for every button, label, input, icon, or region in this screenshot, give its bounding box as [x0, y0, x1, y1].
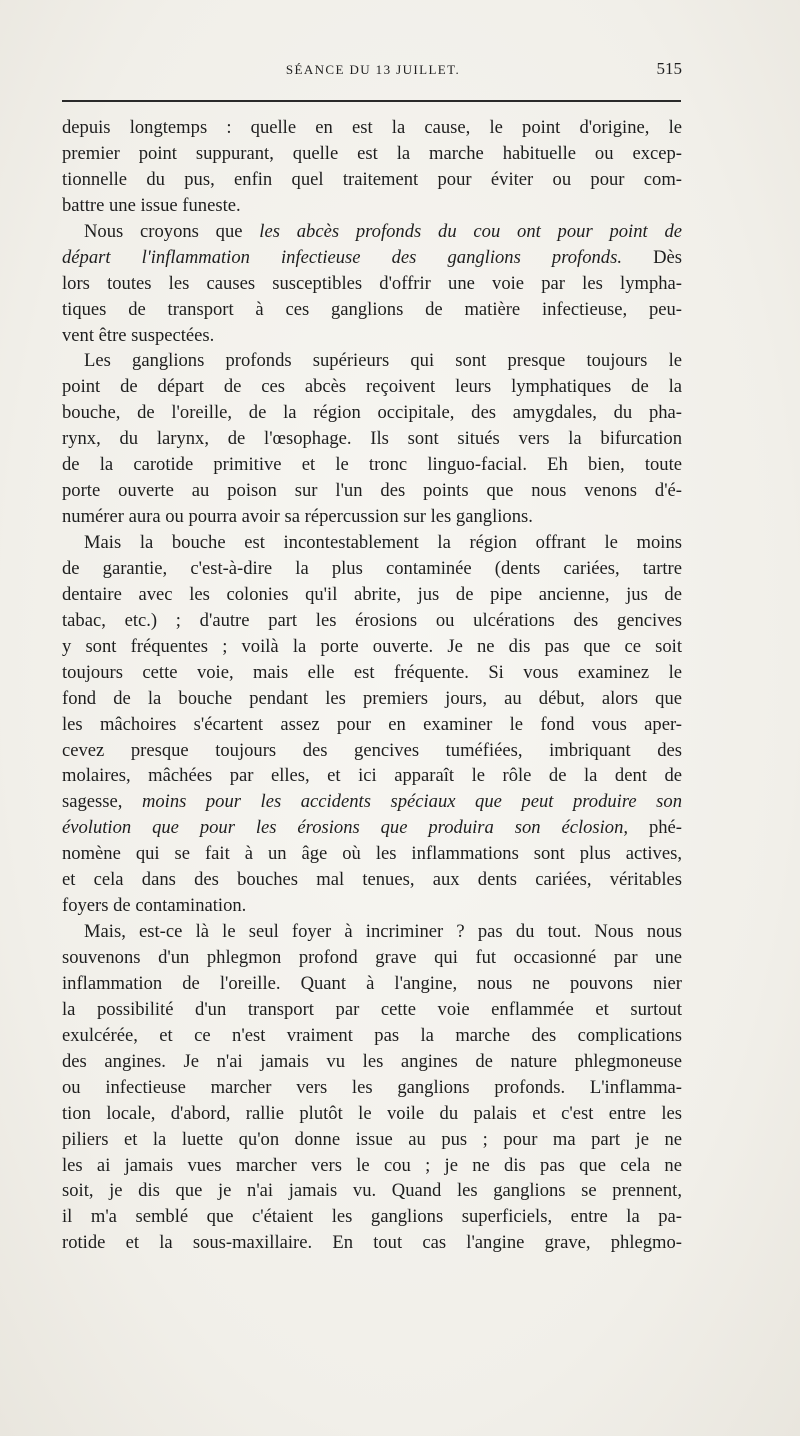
text-line	[62, 271, 682, 297]
text-line	[62, 452, 682, 478]
text-line	[62, 1101, 682, 1127]
text-line	[62, 167, 682, 193]
text-segment: dentaire avec les colonies qu'il abrite, jus de pipe ancienne, jus de	[62, 583, 682, 605]
text-segment: cevez presque toujours des gencives tuméfiées, imbriquant des	[62, 739, 682, 761]
italic-segment: évolution que pour les érosions que produira son éclosion,	[62, 817, 629, 839]
text-segment: Dès	[621, 246, 682, 268]
text-segment: phé-	[628, 817, 682, 839]
page-number: 515	[656, 59, 682, 78]
text-line	[62, 556, 682, 582]
text-line	[62, 504, 682, 530]
text-segment: nomène qui se fait à un âge où les inflammations sont plus actives,	[62, 843, 682, 865]
text-line	[62, 867, 682, 893]
text-segment: battre une issue funeste.	[62, 194, 241, 216]
text-segment: fond de la bouche pendant les premiers jours, au début, alors que	[62, 687, 682, 709]
text-segment: numérer aura ou pourra avoir sa répercussion sur les ganglions.	[62, 506, 533, 528]
text-line	[62, 789, 682, 815]
text-segment: rotide et la sous-maxillaire. En tout cas l'angine grave, phlegmo-	[62, 1232, 682, 1254]
text-line	[62, 115, 682, 141]
text-segment: rynx, du larynx, de l'œsophage. Ils sont situés vers la bifurcation	[62, 428, 682, 450]
text-segment: bouche, de l'oreille, de la région occipitale, des amygdales, du pha-	[62, 402, 682, 424]
text-segment: toujours cette voie, mais elle est fréquente. Si vous examinez le	[62, 661, 682, 683]
text-segment: souvenons d'un phlegmon profond grave qui fut occasionné par une	[62, 947, 682, 968]
text-segment: vent être suspectées.	[62, 324, 215, 346]
text-line	[62, 608, 682, 634]
text-line	[62, 478, 682, 504]
text-line	[62, 1178, 682, 1204]
italic-segment: les abcès profonds du cou ont pour point de	[259, 220, 682, 242]
text-line	[62, 919, 682, 945]
text-segment: la possibilité d'un transport par cette voie enflammée et surtout	[62, 998, 682, 1020]
text-segment: premier point suppurant, quelle est la marche habituelle ou excep-	[62, 142, 682, 164]
text-segment: des angines. Je n'ai jamais vu les angines de nature phlegmoneuse	[62, 1050, 682, 1072]
text-segment: lors toutes les causes susceptibles d'offrir une voie par les lympha-	[62, 272, 682, 294]
text-line	[62, 426, 682, 452]
text-line	[62, 297, 682, 323]
text-segment: tabac, etc.) ; d'autre part les érosions ou ulcérations des gencives	[62, 609, 682, 631]
text-segment: il m'a semblé que c'étaient les ganglions superficiels, entre la pa-	[62, 1206, 682, 1228]
running-head: SÉANCE DU 13 JUILLET.	[285, 62, 461, 77]
text-line	[62, 1230, 682, 1256]
text-line	[62, 660, 682, 686]
text-segment: et cela dans des bouches mal tenues, aux dents cariées, véritables	[62, 869, 682, 891]
text-segment: piliers et la luette qu'on donne issue au pus ; pour ma part je ne	[62, 1128, 682, 1150]
text-line	[62, 971, 682, 997]
text-line	[62, 945, 682, 971]
header-rule	[62, 100, 681, 102]
text-line	[62, 997, 682, 1023]
text-line	[62, 1023, 682, 1049]
text-line	[62, 219, 682, 245]
text-segment: Les ganglions profonds supérieurs qui sont presque toujours le	[84, 350, 682, 372]
text-line	[62, 193, 682, 219]
text-line	[62, 1127, 682, 1153]
text-line	[62, 1204, 682, 1230]
text-line	[62, 841, 682, 867]
text-line	[62, 530, 682, 556]
text-segment: foyers de contamination.	[62, 895, 247, 917]
text-segment: porte ouverte au poison sur l'un des points que nous venons d'é-	[62, 480, 682, 502]
italic-segment: moins pour les accidents spéciaux que peut produire son	[141, 791, 682, 813]
text-line	[62, 1049, 682, 1075]
text-line	[62, 1153, 682, 1179]
text-segment: exulcérée, et ce n'est vraiment pas la marche des complications	[62, 1024, 682, 1046]
text-segment: ou infectieuse marcher vers les ganglions profonds. L'inflamma-	[62, 1076, 682, 1098]
text-line	[62, 686, 682, 712]
text-line	[62, 348, 682, 374]
text-segment: Nous croyons que	[84, 220, 260, 242]
text-segment: inflammation de l'oreille. Quant à l'angine, nous ne pouvons nier	[62, 972, 682, 994]
text-segment: Mais, est-ce là le seul foyer à incriminer ? pas du tout. Nous nous	[84, 921, 682, 943]
text-line	[62, 763, 682, 789]
page-header	[62, 59, 684, 86]
text-segment: tionnelle du pus, enfin quel traitement pour éviter ou pour com-	[62, 168, 682, 190]
text-line	[62, 245, 682, 271]
text-line	[62, 400, 682, 426]
text-segment: depuis longtemps : quelle en est la cause, le point d'origine, le	[62, 117, 682, 138]
text-line	[62, 815, 682, 841]
text-segment: les ai jamais vues marcher vers le cou ; je ne dis pas que cela ne	[62, 1154, 682, 1176]
text-line	[62, 141, 682, 167]
text-segment: les mâchoires s'écartent assez pour en examiner le fond vous aper-	[62, 713, 682, 735]
text-line	[62, 738, 682, 764]
text-segment: de garantie, c'est-à-dire la plus contaminée (dents cariées, tartre	[62, 557, 682, 579]
text-segment: tiques de transport à ces ganglions de matière infectieuse, peu-	[62, 298, 682, 320]
text-segment: tion locale, d'abord, rallie plutôt le voile du palais et c'est entre les	[62, 1102, 682, 1124]
text-line	[62, 1075, 682, 1101]
text-segment: Mais la bouche est incontestablement la région offrant le moins	[84, 532, 682, 553]
body-text	[62, 115, 682, 1256]
text-line	[62, 634, 682, 660]
text-segment: sagesse,	[62, 791, 142, 813]
text-line	[62, 374, 682, 400]
text-segment: point de départ de ces abcès reçoivent leurs lymphatiques de la	[62, 376, 682, 398]
italic-segment: départ l'inflammation infectieuse des ganglions profonds.	[62, 246, 622, 268]
text-segment: molaires, mâchées par elles, et ici apparaît le rôle de la dent de	[62, 765, 682, 787]
text-segment: y sont fréquentes ; voilà la porte ouverte. Je ne dis pas que ce soit	[62, 635, 682, 657]
text-segment: soit, je dis que je n'ai jamais vu. Quand les ganglions se prennent,	[62, 1180, 682, 1202]
text-segment: de la carotide primitive et le tronc linguo-facial. Eh bien, toute	[62, 454, 682, 476]
text-line	[62, 323, 682, 349]
text-line	[62, 893, 682, 919]
text-line	[62, 712, 682, 738]
text-line	[62, 582, 682, 608]
